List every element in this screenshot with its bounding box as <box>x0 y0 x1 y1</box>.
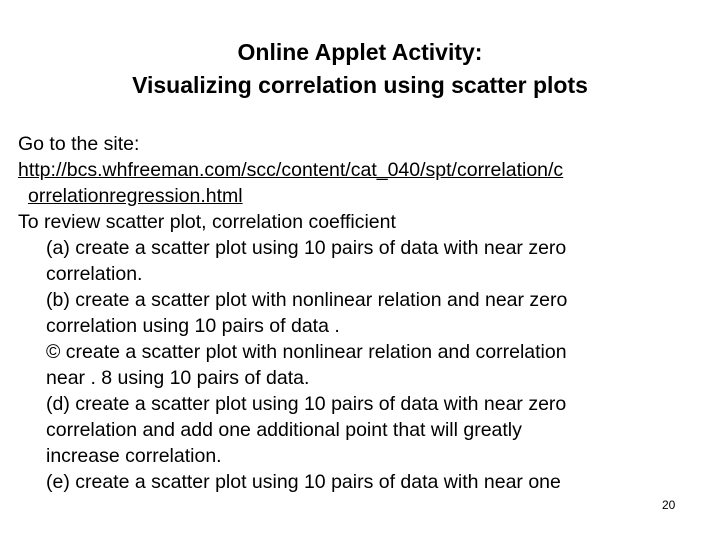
slide-title <box>0 36 720 102</box>
item-d-line-1: (d) create a scatter plot using 10 pairs of data with near zero <box>46 393 567 415</box>
item-e-line-1: (e) create a scatter plot using 10 pairs of data with near one <box>46 471 561 493</box>
title-line-1: Online Applet Activity: <box>237 39 483 65</box>
item-c-line-2: near . 8 using 10 pairs of data. <box>46 367 310 389</box>
site-link-part-2[interactable]: orrelationregression.html <box>28 185 243 207</box>
item-b-line-2: correlation using 10 pairs of data . <box>46 315 340 337</box>
item-b-line-1: (b) create a scatter plot with nonlinear relation and near zero <box>46 289 568 311</box>
page-number: 20 <box>662 498 676 512</box>
site-link-part-1[interactable]: http://bcs.whfreeman.com/scc/content/cat_040/spt/correlation/c <box>18 159 564 181</box>
item-c-line-1: © create a scatter plot with nonlinear relation and correlation <box>46 341 567 363</box>
item-d-line-2: correlation and add one additional point that will greatly <box>46 419 522 441</box>
item-d-line-3: increase correlation. <box>46 445 222 467</box>
item-a-line-2: correlation. <box>46 263 143 285</box>
item-a-line-1: (a) create a scatter plot using 10 pairs of data with near zero <box>46 237 567 259</box>
intro-text: Go to the site: <box>18 133 140 155</box>
slide-body <box>18 131 708 495</box>
title-line-2: Visualizing correlation using scatter plots <box>132 72 588 98</box>
review-text: To review scatter plot, correlation coefficient <box>18 211 396 233</box>
